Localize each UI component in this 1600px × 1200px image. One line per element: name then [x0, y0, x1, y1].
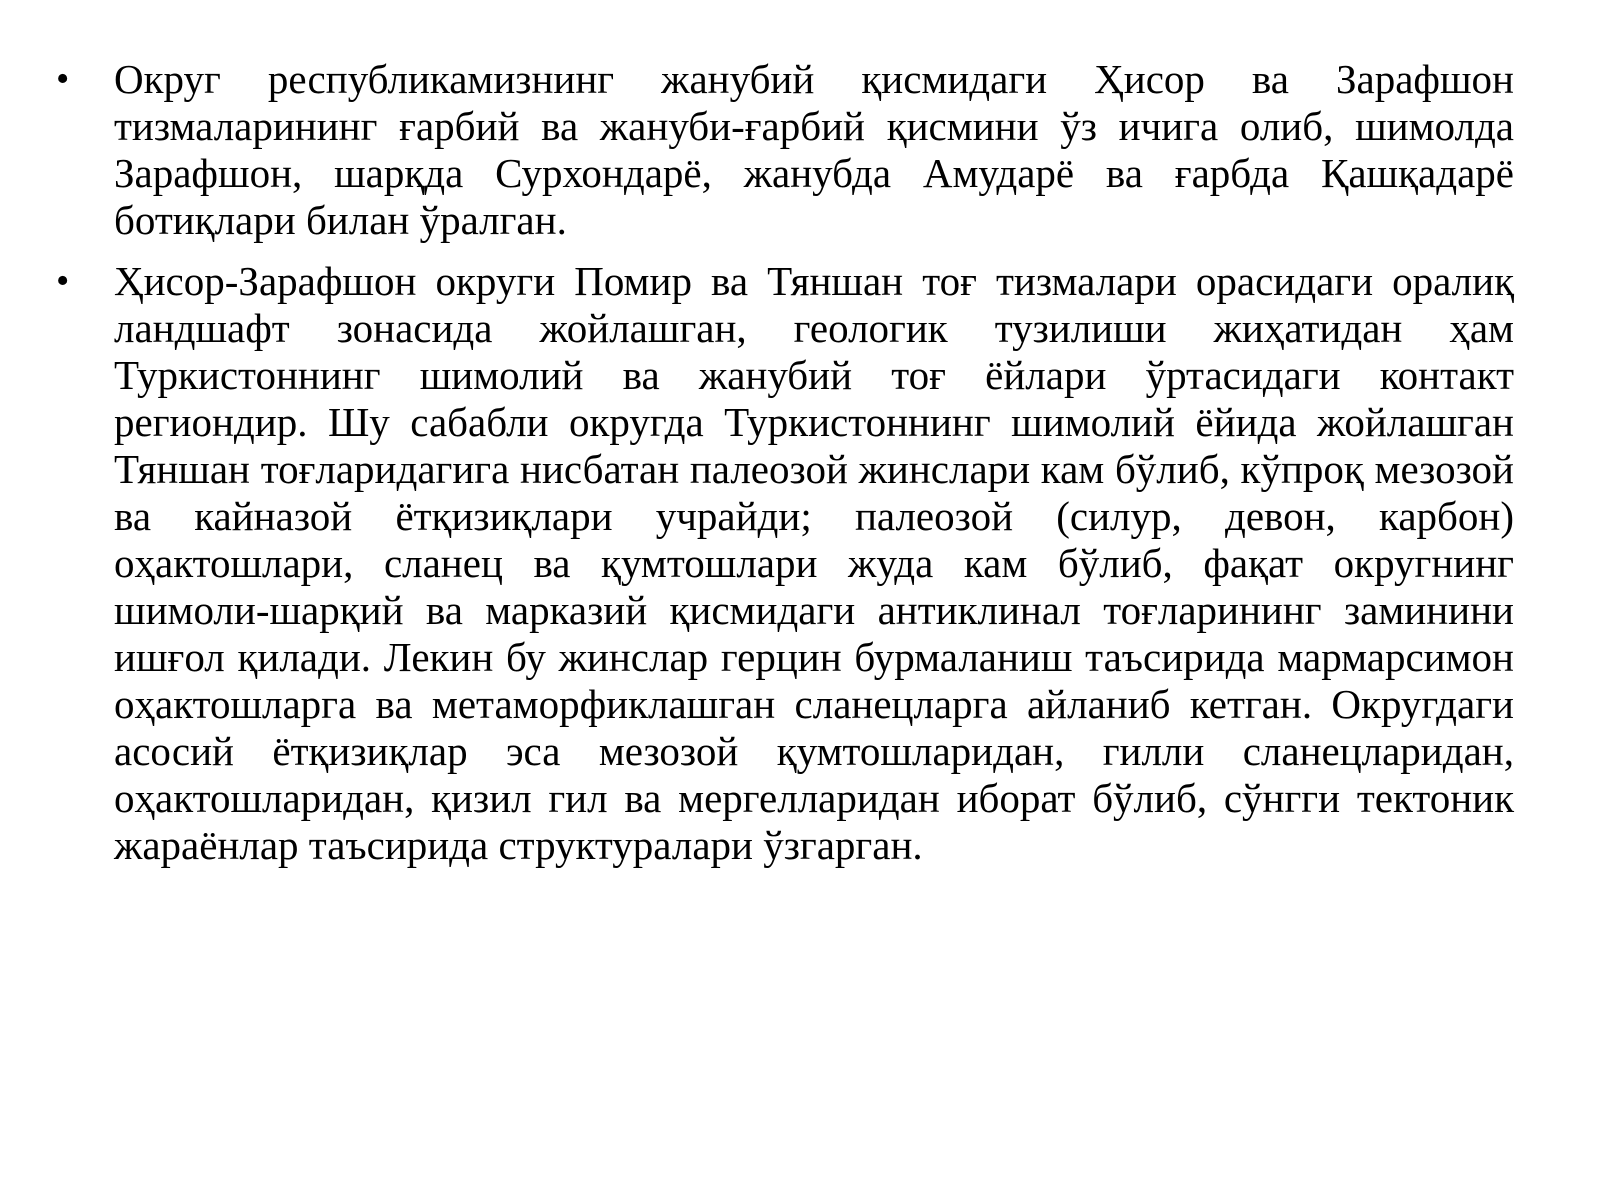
- bullet-marker: •: [56, 260, 70, 302]
- bullet-item-2: [56, 258, 1514, 869]
- bullet-text-1: Округ республикамизнинг жанубий қисмидаги Ҳисор ва Зарафшон тизмаларининг ғарбий ва жануби-ғарбий қисмини ўз ичига олиб, шимолда Зарафшон, шарқда Сурхондарё, жанубда Амударё ва ғарбда Қашқадарё ботиқлари билан ўралган.: [114, 56, 1514, 243]
- bullet-item-1: [56, 56, 1514, 244]
- bullet-text-2: Ҳисор-Зарафшон округи Помир ва Тяншан тоғ тизмалари орасидаги оралиқ ландшафт зонасида жойлашган, геологик тузилиши жиҳатидан ҳам Туркистоннинг шимолий ва жанубий тоғ ёйлари ўртасидаги контакт региондир. Шу сабабли округда Туркистоннинг шимолий ёйида жойлашган Тяншан тоғларидагига нисбатан палеозой жинслари кам бўлиб, кўпроқ мезозой ва кайназой ётқизиқлари учрайди; палеозой (силур, девон, карбон) оҳактошлари, сланец ва қумтошлари жуда кам бўлиб, фақат округнинг шимоли-шарқий ва марказий қисмидаги антиклинал тоғларининг заминини ишғол қилади. Лекин бу жинслар герцин бурмаланиш таъсирида мармарсимон оҳактошларга ва метаморфиклашган сланецларга айланиб кетган. Округдаги асосий ётқизиқлар эса мезозой қумтошларидан, гилли сланецларидан, оҳактошларидан, қизил гил ва мергелларидан иборат бўлиб, сўнгги тектоник жараёнлар таъсирида структуралари ўзгарган.: [114, 258, 1514, 868]
- bullet-list: [56, 56, 1514, 883]
- bullet-marker: •: [56, 58, 70, 100]
